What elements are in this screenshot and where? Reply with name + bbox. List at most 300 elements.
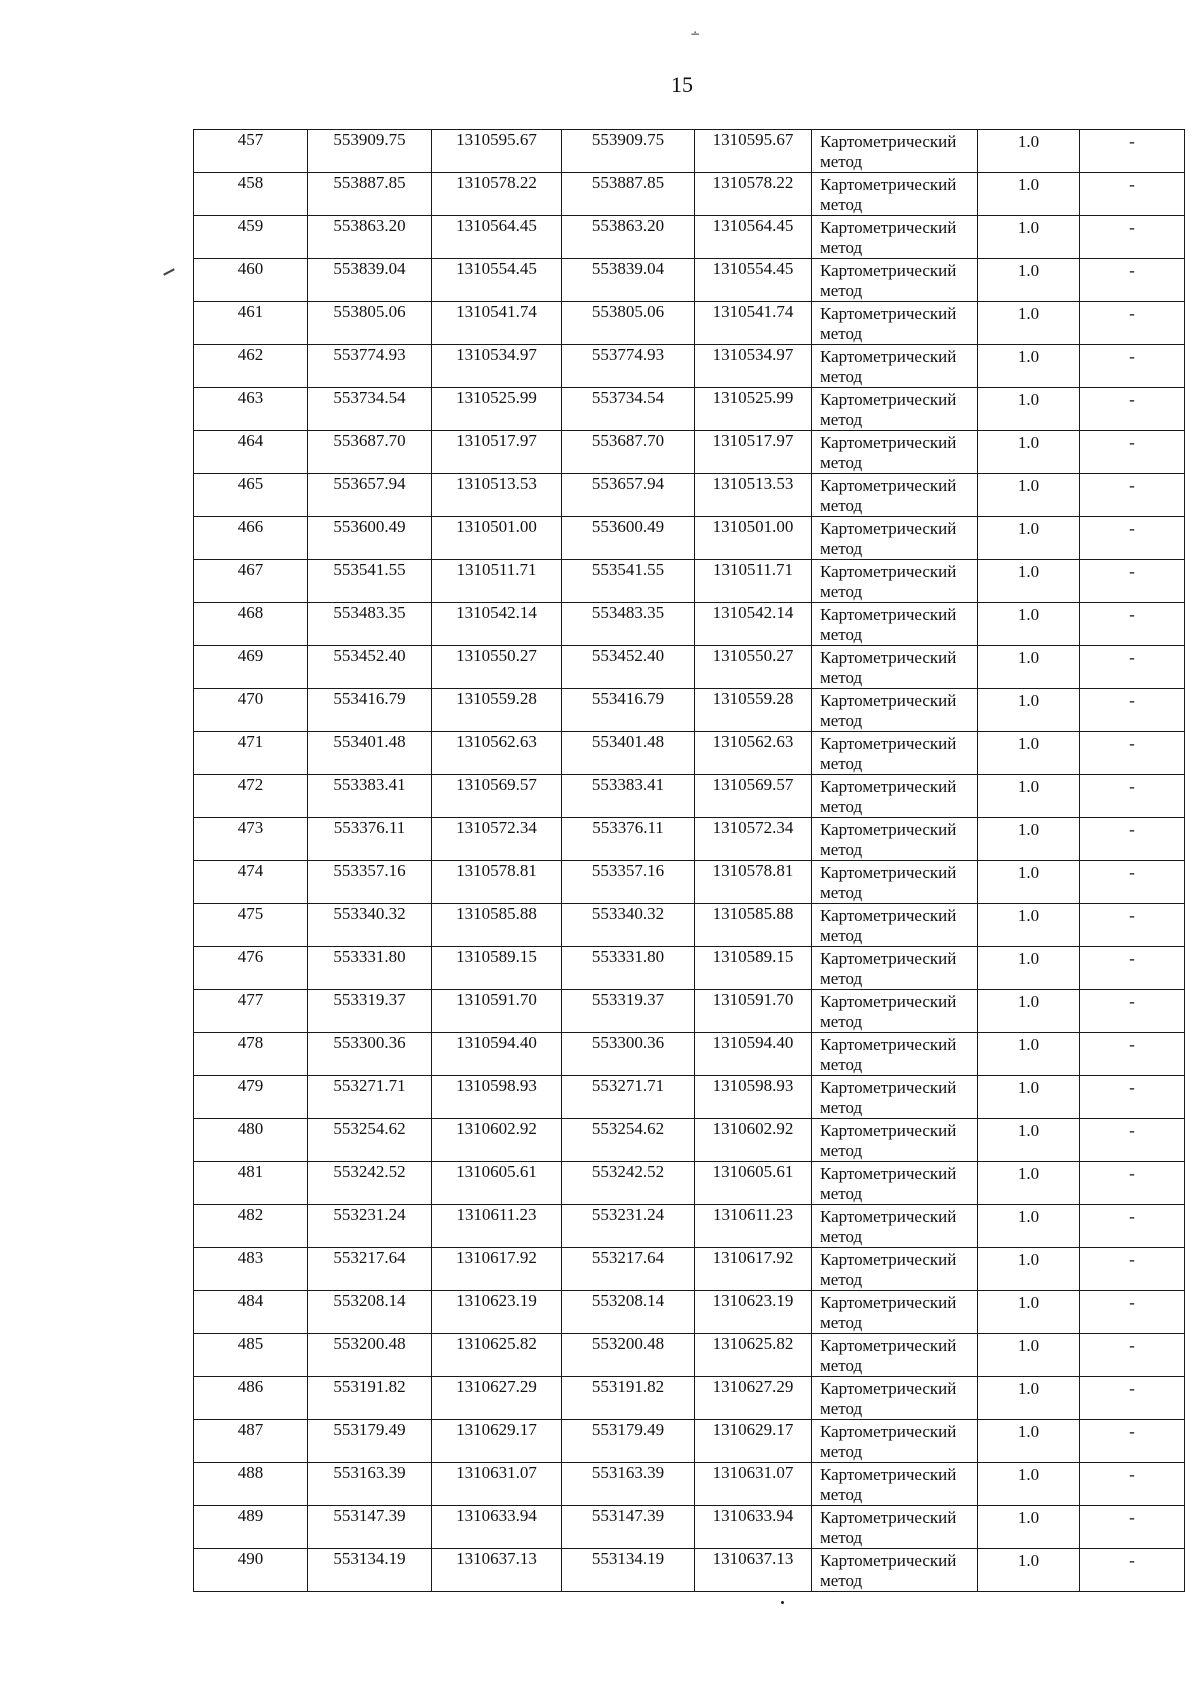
note-cell: - (1080, 345, 1185, 388)
y-coordinate-new-cell: 1310585.88 (695, 904, 812, 947)
method-cell (812, 775, 978, 818)
method-cell (812, 302, 978, 345)
method-line-2: метод (820, 238, 863, 257)
note-cell: - (1080, 1420, 1185, 1463)
x-coordinate-cell: 553319.37 (308, 990, 432, 1033)
note-cell: - (1080, 173, 1185, 216)
y-coordinate-new-cell: 1310598.93 (695, 1076, 812, 1119)
note-cell: - (1080, 431, 1185, 474)
y-coordinate-cell: 1310541.74 (432, 302, 562, 345)
note-cell: - (1080, 904, 1185, 947)
method-line-1: Картометрический (820, 1465, 957, 1484)
method-cell (812, 130, 978, 173)
x-coordinate-new-cell: 553357.16 (562, 861, 695, 904)
y-coordinate-cell: 1310511.71 (432, 560, 562, 603)
y-coordinate-new-cell: 1310559.28 (695, 689, 812, 732)
method-cell (812, 1377, 978, 1420)
y-coordinate-new-cell: 1310633.94 (695, 1506, 812, 1549)
method-line-1: Картометрический (820, 1121, 957, 1140)
x-coordinate-new-cell: 553254.62 (562, 1119, 695, 1162)
method-line-1: Картометрический (820, 1250, 957, 1269)
x-coordinate-new-cell: 553383.41 (562, 775, 695, 818)
table-row (194, 990, 1185, 1033)
method-line-2: метод (820, 668, 863, 687)
method-cell (812, 1463, 978, 1506)
method-cell (812, 560, 978, 603)
x-coordinate-cell: 553191.82 (308, 1377, 432, 1420)
method-cell (812, 818, 978, 861)
x-coordinate-cell: 553271.71 (308, 1076, 432, 1119)
table-row (194, 1506, 1185, 1549)
y-coordinate-new-cell: 1310564.45 (695, 216, 812, 259)
method-line-1: Картометрический (820, 1508, 957, 1527)
y-coordinate-new-cell: 1310611.23 (695, 1205, 812, 1248)
accuracy-cell: 1.0 (978, 130, 1080, 173)
x-coordinate-new-cell: 553483.35 (562, 603, 695, 646)
method-cell (812, 1334, 978, 1377)
method-cell (812, 1162, 978, 1205)
x-coordinate-new-cell: 553863.20 (562, 216, 695, 259)
x-coordinate-cell: 553179.49 (308, 1420, 432, 1463)
method-line-1: Картометрический (820, 1035, 957, 1054)
accuracy-cell: 1.0 (978, 1549, 1080, 1592)
table-row (194, 216, 1185, 259)
y-coordinate-new-cell: 1310517.97 (695, 431, 812, 474)
note-cell: - (1080, 990, 1185, 1033)
method-line-1: Картометрический (820, 992, 957, 1011)
x-coordinate-cell: 553657.94 (308, 474, 432, 517)
y-coordinate-cell: 1310513.53 (432, 474, 562, 517)
x-coordinate-new-cell: 553242.52 (562, 1162, 695, 1205)
x-coordinate-cell: 553863.20 (308, 216, 432, 259)
accuracy-cell: 1.0 (978, 775, 1080, 818)
y-coordinate-cell: 1310594.40 (432, 1033, 562, 1076)
point-number-cell: 483 (194, 1248, 308, 1291)
x-coordinate-new-cell: 553805.06 (562, 302, 695, 345)
method-line-2: метод (820, 1227, 863, 1246)
point-number-cell: 475 (194, 904, 308, 947)
x-coordinate-cell: 553340.32 (308, 904, 432, 947)
table-row (194, 302, 1185, 345)
method-line-1: Картометрический (820, 1293, 957, 1312)
note-cell: - (1080, 1549, 1185, 1592)
table-row (194, 431, 1185, 474)
method-line-2: метод (820, 582, 863, 601)
method-line-2: метод (820, 281, 863, 300)
y-coordinate-new-cell: 1310511.71 (695, 560, 812, 603)
y-coordinate-cell: 1310550.27 (432, 646, 562, 689)
table-row (194, 560, 1185, 603)
x-coordinate-new-cell: 553376.11 (562, 818, 695, 861)
y-coordinate-new-cell: 1310594.40 (695, 1033, 812, 1076)
y-coordinate-cell: 1310501.00 (432, 517, 562, 560)
x-coordinate-cell: 553839.04 (308, 259, 432, 302)
x-coordinate-cell: 553376.11 (308, 818, 432, 861)
x-coordinate-cell: 553887.85 (308, 173, 432, 216)
y-coordinate-cell: 1310611.23 (432, 1205, 562, 1248)
point-number-cell: 467 (194, 560, 308, 603)
x-coordinate-cell: 553300.36 (308, 1033, 432, 1076)
y-coordinate-cell: 1310629.17 (432, 1420, 562, 1463)
point-number-cell: 464 (194, 431, 308, 474)
y-coordinate-cell: 1310627.29 (432, 1377, 562, 1420)
method-line-2: метод (820, 625, 863, 644)
method-cell (812, 1205, 978, 1248)
method-line-2: метод (820, 711, 863, 730)
point-number-cell: 490 (194, 1549, 308, 1592)
top-mark: ∸ (690, 27, 701, 41)
method-line-2: метод (820, 1141, 863, 1160)
y-coordinate-new-cell: 1310605.61 (695, 1162, 812, 1205)
accuracy-cell: 1.0 (978, 1162, 1080, 1205)
y-coordinate-cell: 1310637.13 (432, 1549, 562, 1592)
bottom-mark (781, 1601, 784, 1604)
method-cell (812, 517, 978, 560)
x-coordinate-new-cell: 553191.82 (562, 1377, 695, 1420)
table-row (194, 904, 1185, 947)
point-number-cell: 468 (194, 603, 308, 646)
x-coordinate-cell: 553734.54 (308, 388, 432, 431)
method-line-2: метод (820, 1571, 863, 1590)
y-coordinate-new-cell: 1310550.27 (695, 646, 812, 689)
method-line-1: Картометрический (820, 949, 957, 968)
point-number-cell: 460 (194, 259, 308, 302)
method-cell (812, 603, 978, 646)
note-cell: - (1080, 1205, 1185, 1248)
x-coordinate-new-cell: 553208.14 (562, 1291, 695, 1334)
note-cell: - (1080, 947, 1185, 990)
y-coordinate-new-cell: 1310589.15 (695, 947, 812, 990)
accuracy-cell: 1.0 (978, 1463, 1080, 1506)
note-cell: - (1080, 560, 1185, 603)
method-line-1: Картометрический (820, 132, 957, 151)
method-line-2: метод (820, 926, 863, 945)
table-row (194, 1119, 1185, 1162)
point-number-cell: 486 (194, 1377, 308, 1420)
method-line-1: Картометрический (820, 476, 957, 495)
accuracy-cell: 1.0 (978, 1377, 1080, 1420)
method-line-1: Картометрический (820, 605, 957, 624)
method-line-1: Картометрический (820, 1422, 957, 1441)
table-row (194, 1291, 1185, 1334)
table-row (194, 130, 1185, 173)
method-line-1: Картометрический (820, 691, 957, 710)
table-row (194, 1334, 1185, 1377)
x-coordinate-cell: 553254.62 (308, 1119, 432, 1162)
table-row (194, 345, 1185, 388)
y-coordinate-cell: 1310525.99 (432, 388, 562, 431)
method-line-1: Картометрический (820, 906, 957, 925)
method-line-1: Картометрический (820, 1078, 957, 1097)
note-cell: - (1080, 732, 1185, 775)
x-coordinate-new-cell: 553163.39 (562, 1463, 695, 1506)
note-cell: - (1080, 1076, 1185, 1119)
table-row (194, 818, 1185, 861)
accuracy-cell: 1.0 (978, 732, 1080, 775)
method-line-1: Картометрический (820, 734, 957, 753)
y-coordinate-cell: 1310598.93 (432, 1076, 562, 1119)
method-line-2: метод (820, 754, 863, 773)
method-line-2: метод (820, 1270, 863, 1289)
note-cell: - (1080, 1248, 1185, 1291)
x-coordinate-cell: 553416.79 (308, 689, 432, 732)
point-number-cell: 465 (194, 474, 308, 517)
method-line-2: метод (820, 496, 863, 515)
y-coordinate-new-cell: 1310578.81 (695, 861, 812, 904)
method-line-1: Картометрический (820, 777, 957, 796)
table-row (194, 1463, 1185, 1506)
accuracy-cell: 1.0 (978, 603, 1080, 646)
side-mark (163, 268, 175, 275)
method-cell (812, 904, 978, 947)
point-number-cell: 487 (194, 1420, 308, 1463)
x-coordinate-new-cell: 553271.71 (562, 1076, 695, 1119)
method-line-1: Картометрический (820, 347, 957, 366)
table-row (194, 388, 1185, 431)
y-coordinate-new-cell: 1310542.14 (695, 603, 812, 646)
method-cell (812, 216, 978, 259)
x-coordinate-cell: 553541.55 (308, 560, 432, 603)
method-line-2: метод (820, 883, 863, 902)
table-row (194, 1420, 1185, 1463)
y-coordinate-cell: 1310623.19 (432, 1291, 562, 1334)
x-coordinate-cell: 553357.16 (308, 861, 432, 904)
table-row (194, 259, 1185, 302)
note-cell: - (1080, 388, 1185, 431)
x-coordinate-new-cell: 553134.19 (562, 1549, 695, 1592)
method-cell (812, 173, 978, 216)
x-coordinate-new-cell: 553839.04 (562, 259, 695, 302)
method-cell (812, 345, 978, 388)
point-number-cell: 488 (194, 1463, 308, 1506)
method-line-1: Картометрический (820, 519, 957, 538)
point-number-cell: 474 (194, 861, 308, 904)
y-coordinate-new-cell: 1310591.70 (695, 990, 812, 1033)
x-coordinate-cell: 553805.06 (308, 302, 432, 345)
y-coordinate-cell: 1310562.63 (432, 732, 562, 775)
y-coordinate-new-cell: 1310513.53 (695, 474, 812, 517)
y-coordinate-new-cell: 1310595.67 (695, 130, 812, 173)
table-row (194, 173, 1185, 216)
x-coordinate-cell: 553231.24 (308, 1205, 432, 1248)
method-line-2: метод (820, 969, 863, 988)
method-cell (812, 1033, 978, 1076)
method-line-2: метод (820, 1528, 863, 1547)
y-coordinate-new-cell: 1310617.92 (695, 1248, 812, 1291)
accuracy-cell: 1.0 (978, 1119, 1080, 1162)
method-line-1: Картометрический (820, 304, 957, 323)
y-coordinate-new-cell: 1310534.97 (695, 345, 812, 388)
method-cell (812, 431, 978, 474)
x-coordinate-new-cell: 553600.49 (562, 517, 695, 560)
x-coordinate-cell: 553401.48 (308, 732, 432, 775)
method-line-2: метод (820, 1356, 863, 1375)
y-coordinate-new-cell: 1310562.63 (695, 732, 812, 775)
y-coordinate-new-cell: 1310541.74 (695, 302, 812, 345)
y-coordinate-new-cell: 1310525.99 (695, 388, 812, 431)
method-cell (812, 1076, 978, 1119)
x-coordinate-new-cell: 553909.75 (562, 130, 695, 173)
method-cell (812, 1248, 978, 1291)
y-coordinate-cell: 1310631.07 (432, 1463, 562, 1506)
y-coordinate-cell: 1310633.94 (432, 1506, 562, 1549)
accuracy-cell: 1.0 (978, 517, 1080, 560)
y-coordinate-new-cell: 1310629.17 (695, 1420, 812, 1463)
method-line-1: Картометрический (820, 1379, 957, 1398)
note-cell: - (1080, 775, 1185, 818)
table-row (194, 517, 1185, 560)
accuracy-cell: 1.0 (978, 431, 1080, 474)
note-cell: - (1080, 689, 1185, 732)
method-line-2: метод (820, 539, 863, 558)
accuracy-cell: 1.0 (978, 1076, 1080, 1119)
method-line-2: метод (820, 367, 863, 386)
point-number-cell: 477 (194, 990, 308, 1033)
x-coordinate-new-cell: 553231.24 (562, 1205, 695, 1248)
method-line-2: метод (820, 1184, 863, 1203)
table-row (194, 1033, 1185, 1076)
x-coordinate-new-cell: 553331.80 (562, 947, 695, 990)
x-coordinate-new-cell: 553541.55 (562, 560, 695, 603)
y-coordinate-new-cell: 1310572.34 (695, 818, 812, 861)
x-coordinate-cell: 553134.19 (308, 1549, 432, 1592)
accuracy-cell: 1.0 (978, 345, 1080, 388)
point-number-cell: 463 (194, 388, 308, 431)
point-number-cell: 480 (194, 1119, 308, 1162)
method-line-2: метод (820, 797, 863, 816)
y-coordinate-cell: 1310585.88 (432, 904, 562, 947)
note-cell: - (1080, 1119, 1185, 1162)
table-row (194, 947, 1185, 990)
x-coordinate-new-cell: 553687.70 (562, 431, 695, 474)
method-line-2: метод (820, 1485, 863, 1504)
x-coordinate-new-cell: 553734.54 (562, 388, 695, 431)
method-cell (812, 861, 978, 904)
x-coordinate-cell: 553452.40 (308, 646, 432, 689)
method-line-2: метод (820, 410, 863, 429)
point-number-cell: 473 (194, 818, 308, 861)
method-cell (812, 474, 978, 517)
table-row (194, 689, 1185, 732)
point-number-cell: 466 (194, 517, 308, 560)
table-row (194, 861, 1185, 904)
x-coordinate-cell: 553217.64 (308, 1248, 432, 1291)
method-line-2: метод (820, 1098, 863, 1117)
point-number-cell: 485 (194, 1334, 308, 1377)
point-number-cell: 484 (194, 1291, 308, 1334)
point-number-cell: 481 (194, 1162, 308, 1205)
y-coordinate-cell: 1310572.34 (432, 818, 562, 861)
page-number: 15 (671, 72, 693, 97)
y-coordinate-new-cell: 1310501.00 (695, 517, 812, 560)
table-row (194, 646, 1185, 689)
y-coordinate-cell: 1310517.97 (432, 431, 562, 474)
y-coordinate-cell: 1310617.92 (432, 1248, 562, 1291)
accuracy-cell: 1.0 (978, 1248, 1080, 1291)
accuracy-cell: 1.0 (978, 990, 1080, 1033)
accuracy-cell: 1.0 (978, 1420, 1080, 1463)
accuracy-cell: 1.0 (978, 818, 1080, 861)
x-coordinate-new-cell: 553887.85 (562, 173, 695, 216)
accuracy-cell: 1.0 (978, 1334, 1080, 1377)
table-row (194, 1248, 1185, 1291)
accuracy-cell: 1.0 (978, 216, 1080, 259)
point-number-cell: 461 (194, 302, 308, 345)
table-row (194, 603, 1185, 646)
x-coordinate-cell: 553200.48 (308, 1334, 432, 1377)
method-line-1: Картометрический (820, 1336, 957, 1355)
method-cell (812, 1119, 978, 1162)
y-coordinate-cell: 1310534.97 (432, 345, 562, 388)
note-cell: - (1080, 1334, 1185, 1377)
method-cell (812, 1420, 978, 1463)
y-coordinate-new-cell: 1310631.07 (695, 1463, 812, 1506)
coordinates-table (193, 129, 1185, 1592)
method-cell (812, 259, 978, 302)
accuracy-cell: 1.0 (978, 173, 1080, 216)
table-row (194, 1377, 1185, 1420)
accuracy-cell: 1.0 (978, 1506, 1080, 1549)
accuracy-cell: 1.0 (978, 689, 1080, 732)
note-cell: - (1080, 474, 1185, 517)
accuracy-cell: 1.0 (978, 1291, 1080, 1334)
y-coordinate-cell: 1310559.28 (432, 689, 562, 732)
note-cell: - (1080, 603, 1185, 646)
method-cell (812, 1506, 978, 1549)
table-row (194, 775, 1185, 818)
point-number-cell: 478 (194, 1033, 308, 1076)
method-line-2: метод (820, 195, 863, 214)
note-cell: - (1080, 130, 1185, 173)
table-row (194, 1076, 1185, 1119)
table-body (194, 130, 1185, 1592)
y-coordinate-cell: 1310591.70 (432, 990, 562, 1033)
point-number-cell: 489 (194, 1506, 308, 1549)
x-coordinate-cell: 553909.75 (308, 130, 432, 173)
y-coordinate-cell: 1310602.92 (432, 1119, 562, 1162)
x-coordinate-cell: 553483.35 (308, 603, 432, 646)
method-line-2: метод (820, 840, 863, 859)
method-line-1: Картометрический (820, 820, 957, 839)
x-coordinate-cell: 553242.52 (308, 1162, 432, 1205)
method-line-2: метод (820, 1055, 863, 1074)
point-number-cell: 479 (194, 1076, 308, 1119)
note-cell: - (1080, 861, 1185, 904)
y-coordinate-new-cell: 1310554.45 (695, 259, 812, 302)
x-coordinate-new-cell: 553200.48 (562, 1334, 695, 1377)
x-coordinate-new-cell: 553319.37 (562, 990, 695, 1033)
point-number-cell: 471 (194, 732, 308, 775)
x-coordinate-cell: 553208.14 (308, 1291, 432, 1334)
point-number-cell: 469 (194, 646, 308, 689)
y-coordinate-cell: 1310589.15 (432, 947, 562, 990)
note-cell: - (1080, 1506, 1185, 1549)
accuracy-cell: 1.0 (978, 1205, 1080, 1248)
y-coordinate-cell: 1310595.67 (432, 130, 562, 173)
y-coordinate-new-cell: 1310625.82 (695, 1334, 812, 1377)
table-row (194, 1205, 1185, 1248)
y-coordinate-new-cell: 1310569.57 (695, 775, 812, 818)
accuracy-cell: 1.0 (978, 1033, 1080, 1076)
x-coordinate-cell: 553600.49 (308, 517, 432, 560)
x-coordinate-cell: 553147.39 (308, 1506, 432, 1549)
x-coordinate-cell: 553383.41 (308, 775, 432, 818)
table-row (194, 732, 1185, 775)
x-coordinate-new-cell: 553774.93 (562, 345, 695, 388)
note-cell: - (1080, 1463, 1185, 1506)
x-coordinate-new-cell: 553401.48 (562, 732, 695, 775)
accuracy-cell: 1.0 (978, 904, 1080, 947)
